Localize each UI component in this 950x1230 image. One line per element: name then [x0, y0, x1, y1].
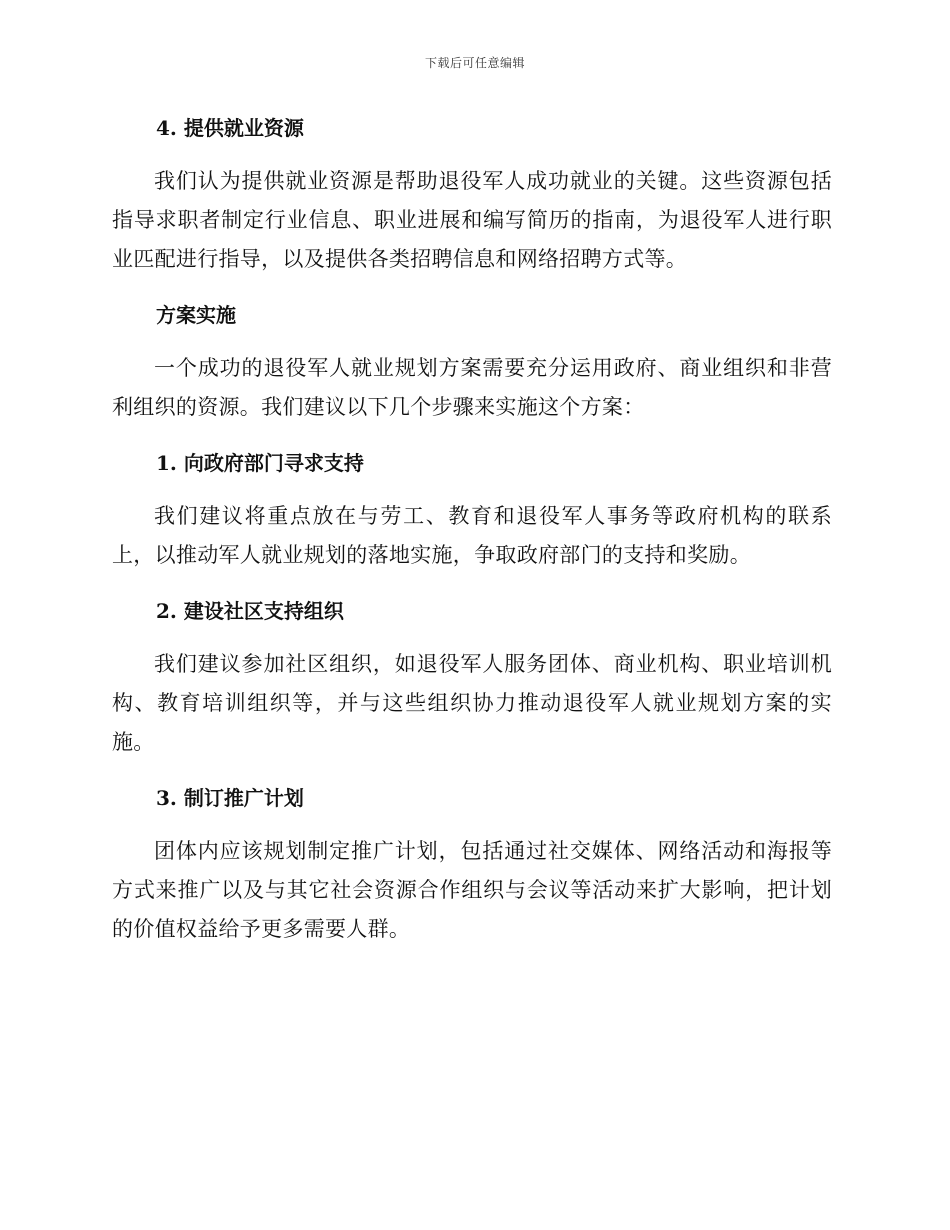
section-body-community-organizations: 我们建议参加社区组织，如退役军人服务团体、商业机构、职业培训机构、教育培训组织等，并与这些组织协力推动退役军人就业规划方案的实施。: [112, 652, 832, 754]
section-body-promotion-plan: 团体内应该规划制定推广计划，包括通过社交媒体、网络活动和海报等方式来推广以及与其它社会资源合作组织与会议等活动来扩大影响，把计划的价值权益给予更多需要人群。: [112, 839, 832, 941]
section-heading-promotion-plan: 3. 制订推广计划: [156, 786, 304, 810]
section-heading-government-support: 1. 向政府部门寻求支持: [156, 451, 364, 475]
section-heading-implementation: 方案实施: [156, 303, 236, 327]
document-body: [112, 108, 832, 949]
section-body-government-support: 我们建议将重点放在与劳工、教育和退役军人事务等政府机构的联系上，以推动军人就业规划的落地实施，争取政府部门的支持和奖励。: [112, 504, 832, 567]
section-body-implementation: 一个成功的退役军人就业规划方案需要充分运用政府、商业组织和非营利组织的资源。我们建议以下几个步骤来实施这个方案：: [112, 356, 832, 419]
section-heading-community-organizations: 2. 建设社区支持组织: [156, 599, 344, 623]
section-heading-employment-resources: 4. 提供就业资源: [156, 116, 304, 140]
section-body-employment-resources: 我们认为提供就业资源是帮助退役军人成功就业的关键。这些资源包括指导求职者制定行业信息、职业进展和编写简历的指南，为退役军人进行职业匹配进行指导，以及提供各类招聘信息和网络招聘方式等。: [112, 169, 832, 271]
page-header: 下载后可任意编辑: [424, 56, 525, 70]
